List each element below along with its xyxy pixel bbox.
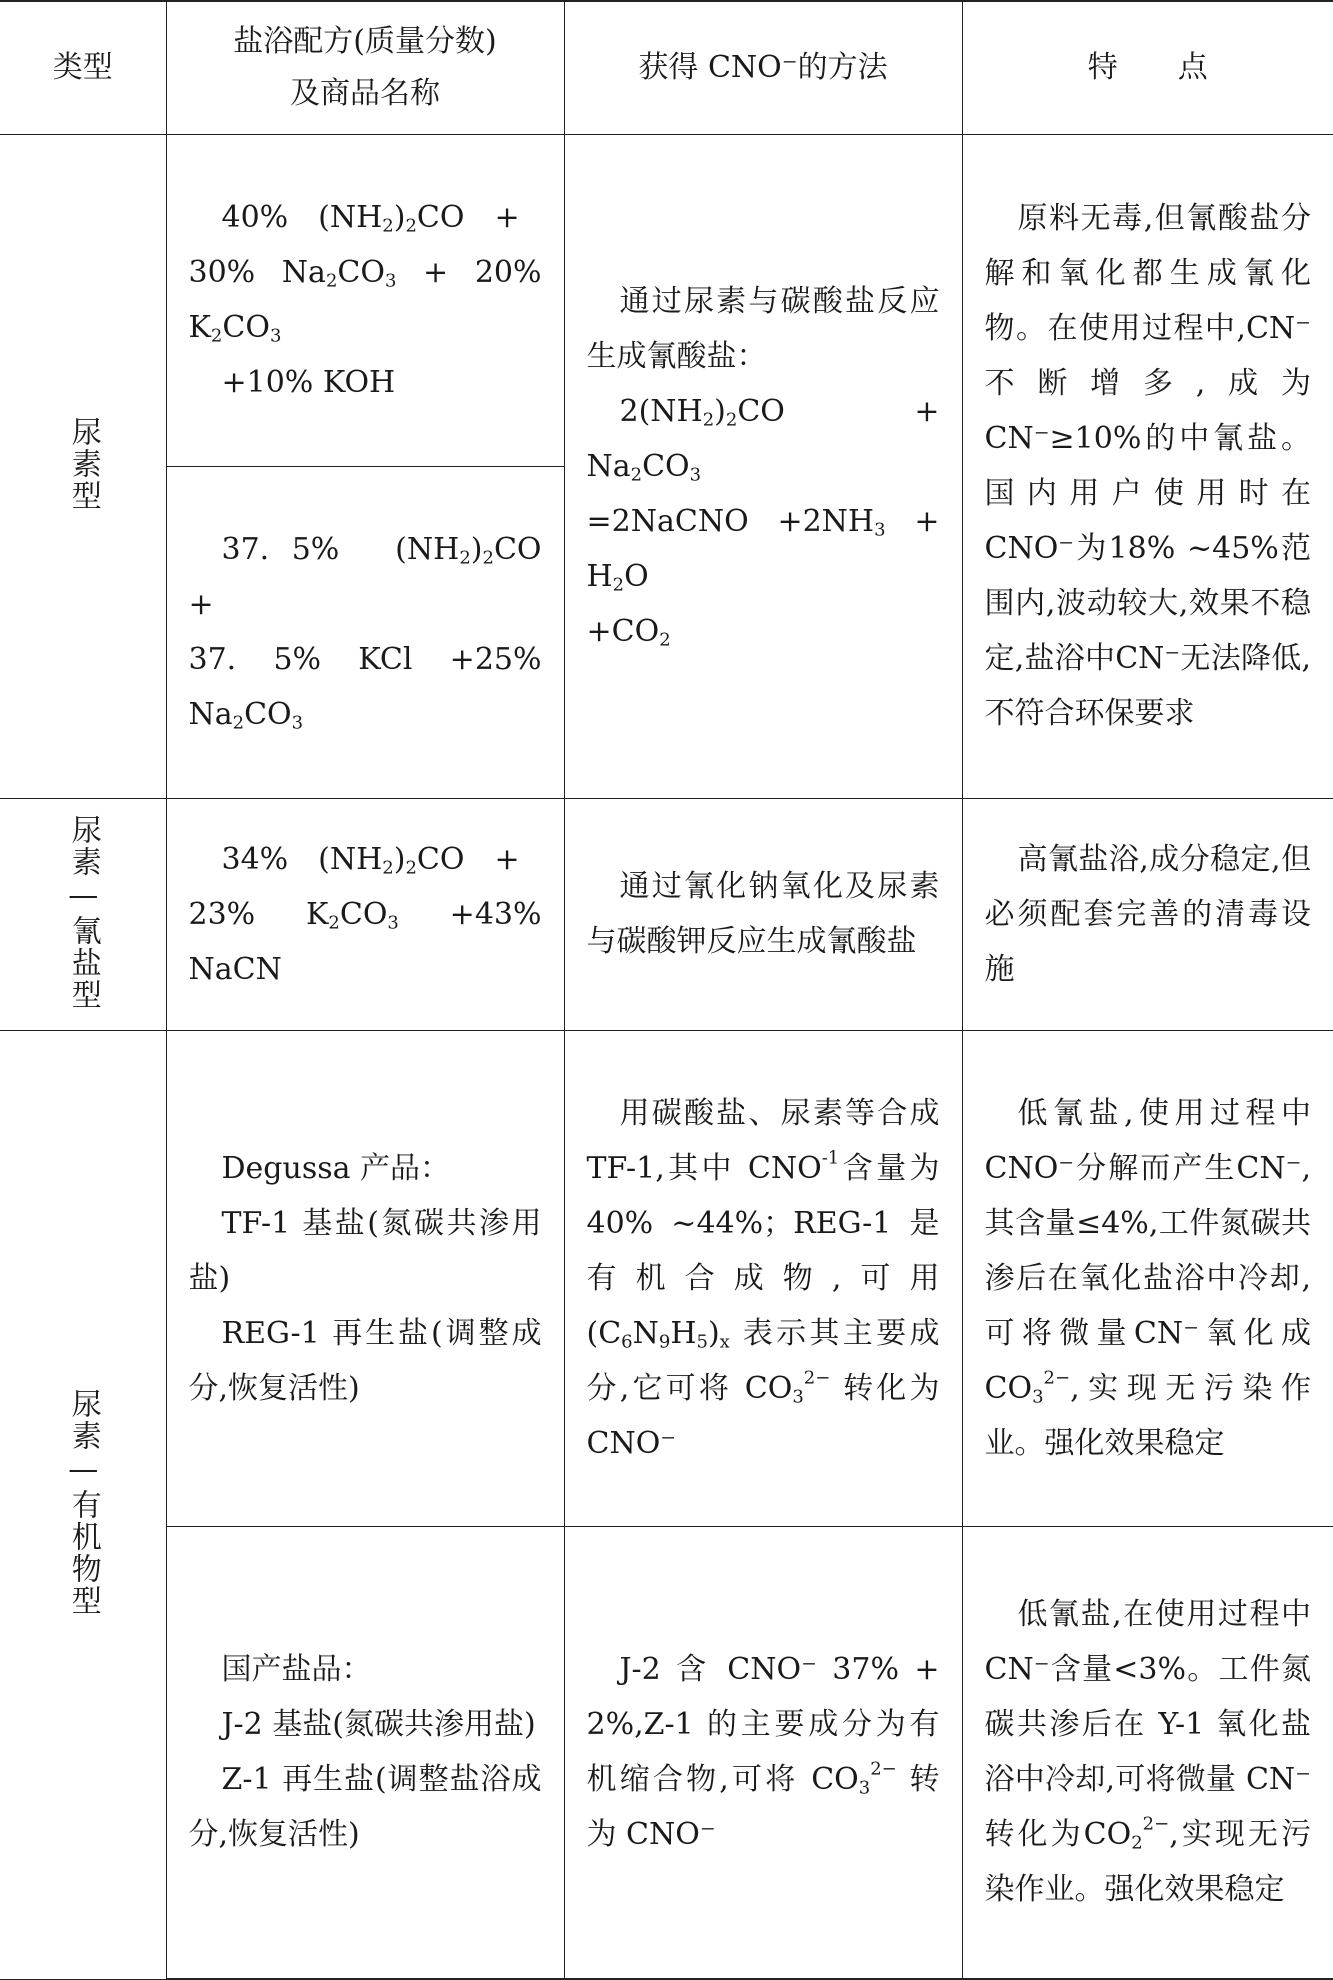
table-row: [0, 1030, 1333, 1526]
formula-line: 37. 5% KCl +25% $Na_2CO_3$: [188, 642, 542, 734]
formula-line: 23% $K_2CO_3 +43\%$ NaCN: [188, 896, 542, 987]
feature-cell: [962, 1526, 1333, 1979]
equation-line: $2(NH_2)_2CO + Na_2CO_3$: [586, 393, 940, 485]
table-row: [0, 1526, 1333, 1979]
formula-line: TF-1 基盐(氮碳共渗用盐): [188, 1205, 542, 1296]
formula-line: Degussa 产品：: [221, 1150, 451, 1186]
type-label: 尿素—有机物型: [65, 1388, 101, 1617]
header-type: 类型: [0, 1, 166, 134]
formula-cell: [166, 1526, 564, 1979]
formula-cell: [166, 134, 564, 466]
type-label: 尿素型: [65, 416, 101, 512]
formula-line: 30% $Na_2CO_3 + 20\%$ $K_2CO_3$: [188, 255, 542, 347]
type-label: 尿素—氰盐型: [65, 813, 101, 1011]
header-formula-line1: 盐浴配方(质量分数): [233, 23, 497, 59]
method-text: J-2 含 CNO⁻ 37% + 2%,Z-1 的主要成分为有机缩合物,可将 $CO_3^{2-}$ 转为 CNO⁻: [586, 1652, 940, 1853]
formula-cell: [166, 798, 564, 1030]
method-text: 用碳酸盐、尿素等合成TF-1,其中 $CNO^{-1}$含量为40% ~44%；REG-1 是有机合成物,可用$(C_6N_9H_5)_x$ 表示其主要成分,它可将 $CO_3^{2-}$ 转化为 CNO⁻: [586, 1095, 940, 1461]
header-method: 获得 CNO⁻的方法: [564, 1, 962, 134]
feature-text: 低氰盐,使用过程中CNO⁻分解而产生CN⁻,其含量≤4%,工件氮碳共渗后在氧化盐浴中冷却,可将微量CN⁻氧化成 $CO_3^{2-}$,实现无污染作业。强化效果稳定: [984, 1095, 1311, 1461]
type-cell-urea-organic: [0, 1030, 166, 1979]
formula-cell: [166, 1030, 564, 1526]
type-cell-urea: [0, 134, 166, 798]
feature-cell: [962, 1030, 1333, 1526]
table-row: [0, 134, 1333, 466]
method-cell: [564, 798, 962, 1030]
type-cell-urea-cyanide: [0, 798, 166, 1030]
feature-cell: [962, 134, 1333, 798]
feature-text: 高氰盐浴,成分稳定,但必须配套完善的清毒设施: [984, 841, 1311, 987]
method-text: 通过尿素与碳酸盐反应生成氰酸盐：: [586, 283, 940, 374]
formula-line: REG-1 再生盐(调整成分,恢复活性): [188, 1315, 542, 1406]
formula-line: 40% $(NH_2)_2CO$ +: [221, 200, 520, 237]
formula-cell: [166, 466, 572, 798]
formula-line: 国产盐品：: [221, 1652, 372, 1688]
method-cell: [564, 134, 962, 798]
method-cell: [564, 1030, 962, 1526]
formula-line: 37. 5% $(NH_2)_2CO$ +: [188, 532, 572, 622]
feature-cell: [962, 798, 1333, 1030]
formula-line: +10% KOH: [221, 365, 396, 400]
header-formula: [166, 1, 564, 134]
header-feature: 特 点: [962, 1, 1333, 134]
method-text: 通过氰化钠氧化及尿素与碳酸钾反应生成氰酸盐: [586, 869, 940, 959]
method-cell: [564, 1526, 962, 1979]
feature-text: 原料无毒,但氰酸盐分解和氧化都生成氰化物。在使用过程中,CN⁻不断增多,成为CN⁻≥10%的中氰盐。国内用户使用时在CNO⁻为18% ~45%范围内,波动较大,效果不稳定,盐浴中CN⁻无法降低,不符合环保要求: [984, 201, 1311, 731]
header-formula-line2: 及商品名称: [290, 75, 440, 111]
formula-line: Z-1 再生盐(调整盐浴成分,恢复活性): [188, 1762, 542, 1853]
equation-line: $+CO_2$: [586, 613, 671, 650]
feature-text: 低氰盐,在使用过程中 CN⁻含量<3%。工件氮碳共渗后在 Y-1 氧化盐浴中冷却,可将微量 CN⁻转化为$CO_2^{2-}$,实现无污染作业。强化效果稳定: [984, 1597, 1311, 1908]
formula-line: 34% $(NH_2)_2CO$ +: [221, 841, 520, 878]
header-row: [0, 1, 1333, 134]
equation-line: =2NaCNO $+2NH_3 + H_2O$: [586, 503, 940, 595]
formula-line: J-2 基盐(氮碳共渗用盐): [221, 1707, 536, 1743]
table-row: [0, 798, 1333, 1030]
